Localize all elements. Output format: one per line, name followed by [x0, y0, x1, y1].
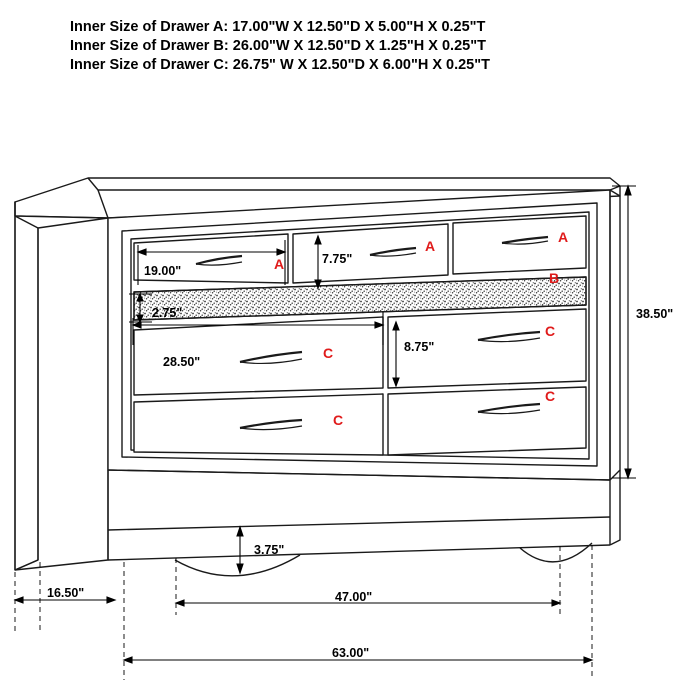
drawer-label-c-right-top: C [545, 323, 556, 339]
dimension-label-28-50: 28.50" [163, 355, 201, 369]
drawer-label-c-left: C [323, 345, 334, 361]
drawer-label-a-middle: A [425, 238, 436, 254]
drawer-label-c-bottom-left: C [333, 412, 344, 428]
drawer-label-b: B [549, 270, 560, 286]
dimension-label-38-50: 38.50" [636, 307, 674, 321]
spec-line-drawer-b: Inner Size of Drawer B: 26.00"W X 12.50"D X 1.25"H X 0.25"T [70, 38, 486, 54]
dimension-label-7-75: 7.75" [322, 252, 353, 266]
dimension-label-19: 19.00" [144, 264, 182, 278]
dimension-label-16-50: 16.50" [47, 586, 85, 600]
spec-line-drawer-a: Inner Size of Drawer A: 17.00"W X 12.50"D X 5.00"H X 0.25"T [70, 19, 486, 35]
spec-line-drawer-c: Inner Size of Drawer C: 26.75" W X 12.50"D X 6.00"H X 0.25"T [70, 57, 490, 73]
dimension-label-3-75: 3.75" [254, 543, 285, 557]
dimension-label-63-00: 63.00" [332, 646, 370, 660]
dimension-label-2-75: 2.75" [152, 306, 183, 320]
dimension-label-47-00: 47.00" [335, 590, 373, 604]
dimension-label-8-75: 8.75" [404, 340, 435, 354]
drawer-label-a-right: A [558, 229, 569, 245]
drawer-label-a-left: A [274, 256, 285, 272]
drawer-label-c-bottom-right: C [545, 388, 556, 404]
